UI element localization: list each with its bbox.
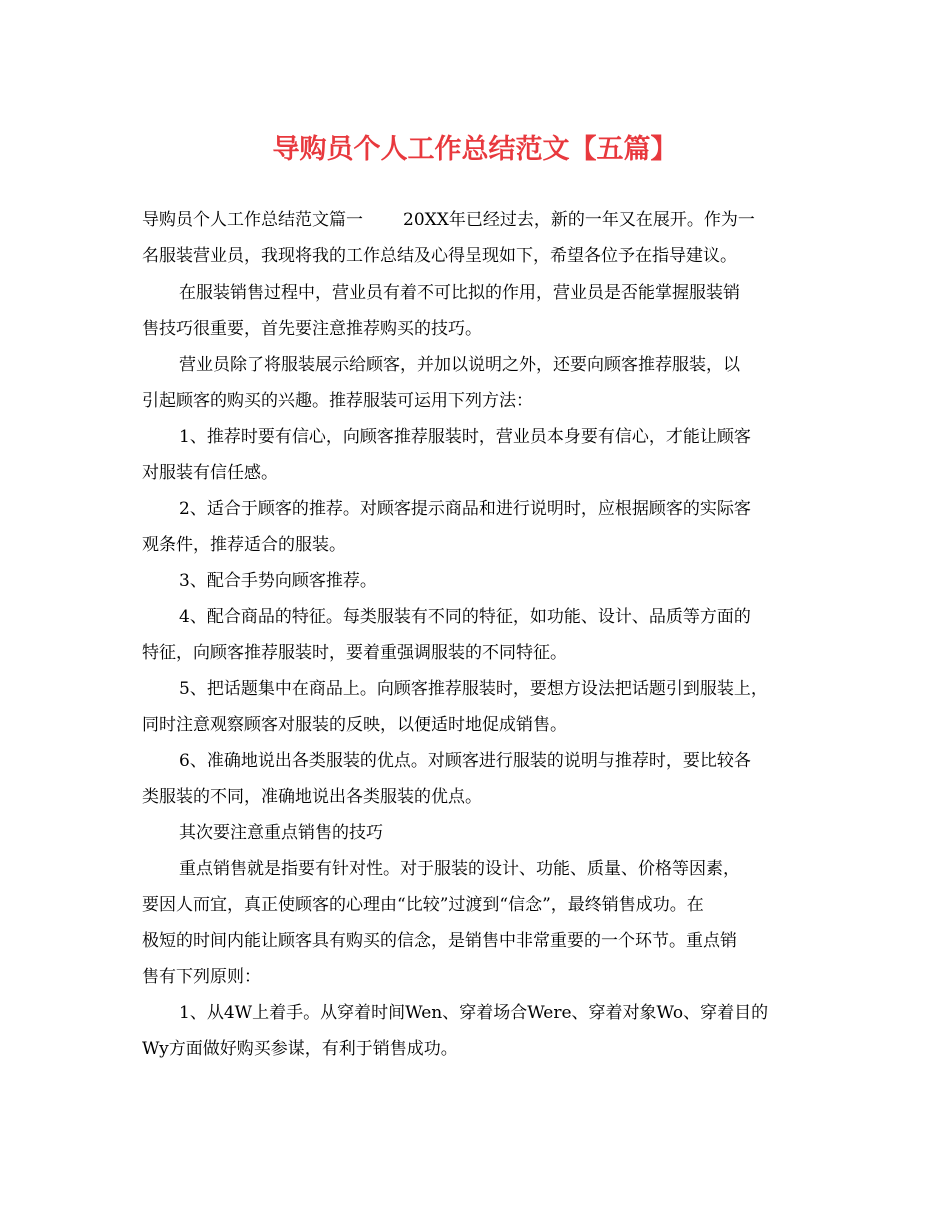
paragraph-line: [142, 208, 755, 232]
paragraph-line: 3、配合手势向顾客推荐。: [179, 571, 377, 591]
paragraph-line: 5、把话题集中在商品上。向顾客推荐服装时，要想方设法把话题引到服装上，: [179, 679, 768, 699]
paragraph-line: 极短的时间内能让顾客具有购买的信念，是销售中非常重要的一个环节。重点销: [142, 931, 737, 951]
paragraph-line: 营业员除了将服装展示给顾客，并加以说明之外，还要向顾客推荐服装，以: [179, 355, 740, 375]
paragraph-line: 2、适合于顾客的推荐。对顾客提示商品和进行说明时，应根据顾客的实际客: [179, 499, 751, 519]
paragraph-line: 1、从4W上着手。从穿着时间Wen、穿着场合Were、穿着对象Wo、穿着目的: [179, 1003, 769, 1023]
paragraph-line: 引起顾客的购买的兴趣。推荐服装可运用下列方法：: [142, 391, 533, 411]
paragraph-line: 同时注意观察顾客对服装的反映，以便适时地促成销售。: [142, 715, 567, 735]
paragraph-line: Wy方面做好购买参谋，有利于销售成功。: [142, 1039, 458, 1059]
paragraph-line: 名服装营业员，我现将我的工作总结及心得呈现如下，希望各位予在指导建议。: [142, 246, 737, 266]
paragraph-line: 6、准确地说出各类服装的优点。对顾客进行服装的说明与推荐时，要比较各: [179, 751, 751, 771]
paragraph-line: 售技巧很重要，首先要注意推荐购买的技巧。: [142, 319, 482, 339]
paragraph-line: 4、配合商品的特征。每类服装有不同的特征，如功能、设计、品质等方面的: [179, 607, 751, 627]
paragraph-line: 1、推荐时要有信心，向顾客推荐服装时，营业员本身要有信心，才能让顾客: [179, 427, 751, 447]
paragraph-line: 特征，向顾客推荐服装时，要着重强调服装的不同特征。: [142, 643, 567, 663]
paragraph-line: 对服装有信任感。: [142, 463, 278, 483]
paragraph-line: 类服装的不同，准确地说出各类服装的优点。: [142, 787, 482, 807]
paragraph-line: 其次要注意重点销售的技巧: [179, 823, 383, 843]
paragraph-line: 在服装销售过程中，营业员有着不可比拟的作用，营业员是否能掌握服装销: [179, 283, 740, 303]
paragraph-line: 要因人而宜，真正使顾客的心理由“比较”过渡到“信念”，最终销售成功。在: [142, 895, 704, 915]
section-heading: 导购员个人工作总结范文篇一: [142, 210, 363, 230]
paragraph-line: 观条件，推荐适合的服装。: [142, 535, 346, 555]
paragraph-line: 售有下列原则：: [142, 967, 261, 987]
paragraph-line: 重点销售就是指要有针对性。对于服装的设计、功能、质量、价格等因素，: [179, 859, 740, 879]
document-title: 导购员个人工作总结范文【五篇】: [272, 134, 678, 165]
paragraph-text: 20XX年已经过去，新的一年又在展开。作为一: [403, 210, 755, 230]
